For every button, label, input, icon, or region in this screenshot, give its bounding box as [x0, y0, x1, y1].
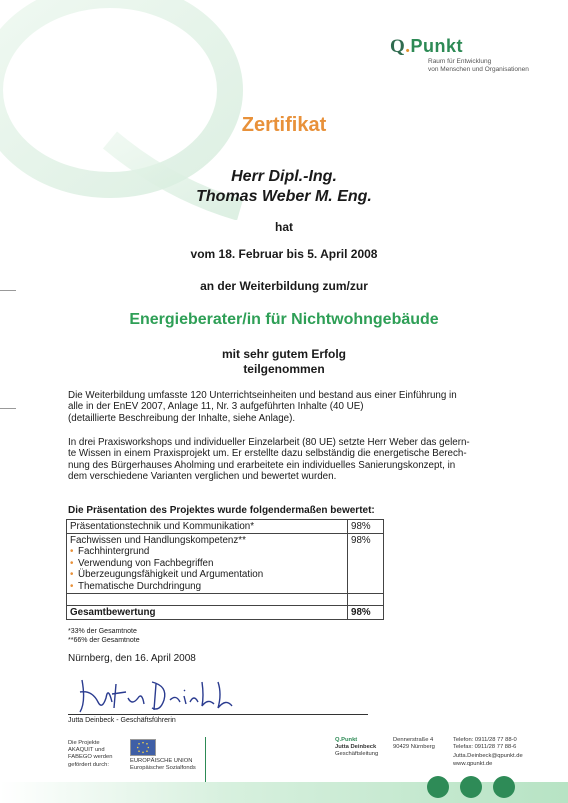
- logo-q: Q: [390, 36, 406, 57]
- decorative-circle-icon: [493, 776, 515, 798]
- participation-text: an der Weiterbildung zum/zur: [200, 279, 368, 293]
- footer-band: [0, 782, 568, 803]
- address: [393, 737, 435, 751]
- list-item: [70, 546, 344, 558]
- row-label-group: [67, 534, 348, 594]
- fax: Telefax: 0911/28 77 88-6: [453, 744, 517, 751]
- course-dates: vom 18. Februar bis 5. April 2008: [190, 247, 378, 261]
- row-value: 98%: [348, 534, 384, 594]
- p1-line: (detaillierte Beschreibung der Inhalte, siehe Anlage).: [68, 412, 296, 424]
- address-street: Dennerstraße 4: [393, 737, 434, 743]
- company-name: Q.Punkt: [335, 737, 358, 743]
- eu-flag-icon: [130, 739, 156, 756]
- total-value: 98%: [348, 606, 384, 620]
- phone: Telefon: 0911/28 77 88-0: [453, 737, 517, 743]
- contact-person: [335, 737, 378, 759]
- logo-tagline-2: von Menschen und Organisationen: [428, 66, 529, 73]
- signature-line: [68, 714, 368, 715]
- sub-criterion: Thematische Durchdringung: [78, 580, 202, 592]
- contact-role: Geschäftsleitung: [335, 751, 379, 758]
- punch-mark-bottom: [0, 408, 16, 409]
- p2-line: dem verschiedene Varianten verglichen und bewertet wurden.: [68, 471, 337, 483]
- course-name: Energieberater/in für Nichtwohngebäude: [129, 311, 439, 328]
- recipient-name: Thomas Weber M. Eng.: [196, 188, 372, 205]
- signature-image: [72, 672, 242, 716]
- sub-criterion: Fachhintergrund: [78, 546, 150, 557]
- grade-notes: [68, 627, 140, 645]
- bullet-icon: •: [70, 580, 74, 592]
- qpunkt-logo: [390, 36, 529, 74]
- funding-line: Die Projekte: [68, 740, 100, 746]
- eu-caption: [130, 758, 196, 772]
- table-row: [67, 534, 384, 594]
- description-paragraph-1: [68, 390, 508, 424]
- bullet-icon: •: [70, 569, 74, 581]
- hat-text: hat: [275, 220, 293, 234]
- row-value: 98%: [348, 520, 384, 534]
- note: **66% der Gesamtnote: [68, 637, 140, 644]
- spacer-cell: [67, 594, 348, 606]
- bullet-icon: •: [70, 557, 74, 569]
- list-item: [70, 558, 344, 570]
- logo-wordmark: [390, 36, 529, 58]
- assessment-table: [66, 519, 384, 620]
- p2-line: nung des Bürgerhauses Aholming und erarbeitete ein individuelles Sanierungskonzept, in: [68, 459, 456, 471]
- sub-criteria-list: [70, 546, 344, 592]
- row-label: Präsentationstechnik und Kommunikation*: [67, 520, 348, 534]
- bullet-icon: •: [70, 546, 74, 557]
- table-row-spacer: [67, 594, 384, 606]
- p1-line: Die Weiterbildung umfasste 120 Unterrichtseinheiten und bestand aus einer Einführung in: [68, 390, 457, 401]
- footer-divider: [205, 737, 206, 783]
- eu-line: EUROPÄISCHE UNION: [130, 758, 193, 764]
- p2-line: In drei Praxisworkshops und individueller Einzelarbeit (80 UE) setzte Herr Weber das gelern-: [68, 437, 470, 448]
- table-row: [67, 520, 384, 534]
- decorative-circle-icon: [460, 776, 482, 798]
- funding-line: FABEGO werden: [68, 754, 113, 761]
- result-line-2: teilgenommen: [243, 362, 325, 376]
- email: Jutta.Deinbeck@qpunkt.de: [453, 753, 523, 760]
- certificate-title: Zertifikat: [241, 114, 327, 136]
- sub-criterion: Verwendung von Fachbegriffen: [78, 557, 214, 569]
- place-date: Nürnberg, den 16. April 2008: [68, 653, 196, 664]
- recipient-title: Herr Dipl.-Ing.: [231, 168, 337, 185]
- funding-note: [68, 740, 112, 769]
- contact-name: Jutta Deinbeck: [335, 744, 377, 751]
- contact-details: [453, 737, 523, 768]
- table-row-total: [67, 606, 384, 620]
- result-line-1: mit sehr gutem Erfolg: [221, 347, 346, 361]
- p1-line: alle in der EnEV 2007, Anlage 11, Nr. 3 aufgeführten Inhalte (40 UE): [68, 401, 364, 413]
- decorative-circle-icon: [427, 776, 449, 798]
- spacer-cell: [348, 594, 384, 606]
- eu-line: Europäischer Sozialfonds: [130, 765, 196, 771]
- website: www.qpunkt.de: [453, 760, 493, 767]
- list-item: [70, 569, 344, 581]
- assessment-heading: Die Präsentation des Projektes wurde folgendermaßen bewertet:: [68, 505, 375, 516]
- signature-caption: Jutta Deinbeck - Geschäftsführerin: [68, 717, 176, 724]
- row-label: Fachwissen und Handlungskompetenz**: [70, 535, 246, 546]
- address-city: 90429 Nürnberg: [393, 744, 435, 751]
- funding-line: gefördert durch:: [68, 761, 109, 768]
- total-label: Gesamtbewertung: [67, 606, 348, 620]
- list-item: [70, 581, 344, 593]
- sub-criterion: Überzeugungsfähigkeit und Argumentation: [78, 569, 264, 581]
- watermark-q-logo: [0, 0, 260, 220]
- p2-line: te Wissen in einem Praxisprojekt um. Er erstellte dazu selbständig die energetische Berech-: [68, 448, 467, 460]
- description-paragraph-2: [68, 437, 508, 483]
- funding-line: AKAQUIT und: [68, 747, 105, 754]
- logo-dot: .: [405, 36, 411, 57]
- logo-tagline-1: Raum für Entwicklung: [428, 58, 492, 65]
- logo-punkt: Punkt: [410, 36, 464, 56]
- note: *33% der Gesamtnote: [68, 628, 137, 635]
